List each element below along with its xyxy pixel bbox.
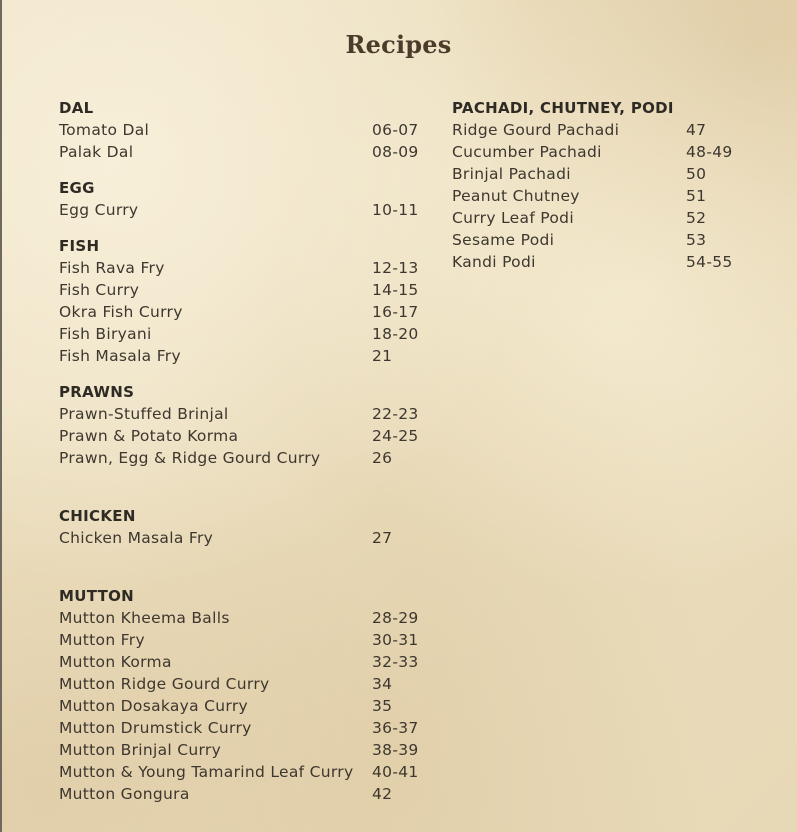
page-number: 48-49	[686, 143, 733, 161]
section-spacer	[59, 483, 439, 505]
recipe-entry[interactable]	[59, 527, 439, 549]
recipe-entry[interactable]	[59, 783, 439, 805]
recipe-name: Prawn & Potato Korma	[59, 427, 239, 445]
recipe-entry[interactable]	[59, 673, 439, 695]
page-number: 30-31	[372, 631, 419, 649]
page-number: 35	[372, 697, 393, 715]
recipe-name: Mutton & Young Tamarind Leaf Curry	[59, 763, 354, 781]
recipe-entry[interactable]	[59, 651, 439, 673]
recipe-name: Mutton Korma	[59, 653, 172, 671]
recipe-entry[interactable]	[452, 185, 752, 207]
recipe-name: Fish Rava Fry	[59, 259, 165, 277]
recipe-entry[interactable]	[59, 425, 439, 447]
page-number: 21	[372, 347, 393, 365]
recipe-name: Okra Fish Curry	[59, 303, 183, 321]
recipe-name: Palak Dal	[59, 143, 134, 161]
recipe-entry[interactable]	[59, 629, 439, 651]
page-number: 10-11	[372, 201, 419, 219]
recipe-name: Tomato Dal	[59, 121, 150, 139]
recipe-entry[interactable]	[59, 695, 439, 717]
recipe-entry[interactable]	[59, 739, 439, 761]
section-heading: CHICKEN	[59, 507, 136, 525]
page-number: 47	[686, 121, 707, 139]
recipe-entry[interactable]	[452, 141, 752, 163]
page-number: 52	[686, 209, 707, 227]
section-heading: EGG	[59, 179, 95, 197]
page-number: 14-15	[372, 281, 419, 299]
section-pachadi-chutney-podi	[452, 97, 752, 273]
page-number: 36-37	[372, 719, 419, 737]
recipe-entry[interactable]	[452, 119, 752, 141]
section-egg	[59, 177, 439, 221]
recipe-name: Mutton Ridge Gourd Curry	[59, 675, 270, 693]
section-chicken	[59, 505, 439, 549]
recipe-entry[interactable]	[452, 207, 752, 229]
recipe-name: Sesame Podi	[452, 231, 555, 249]
recipe-name: Mutton Drumstick Curry	[59, 719, 252, 737]
right-column	[452, 97, 752, 287]
page-number: 26	[372, 449, 393, 467]
page-title: Recipes	[345, 30, 452, 59]
recipe-name: Cucumber Pachadi	[452, 143, 602, 161]
page-number: 22-23	[372, 405, 419, 423]
page-number: 40-41	[372, 763, 419, 781]
section-heading: PRAWNS	[59, 383, 135, 401]
recipe-name: Fish Curry	[59, 281, 140, 299]
section-dal	[59, 97, 439, 163]
section-fish	[59, 235, 439, 367]
recipe-entry[interactable]	[452, 229, 752, 251]
recipe-name: Fish Biryani	[59, 325, 152, 343]
page-number: 42	[372, 785, 393, 803]
left-column	[59, 97, 439, 819]
section-prawns	[59, 381, 439, 469]
section-heading: FISH	[59, 237, 100, 255]
page-number: 27	[372, 529, 393, 547]
recipe-name: Mutton Gongura	[59, 785, 190, 803]
recipe-name: Mutton Brinjal Curry	[59, 741, 222, 759]
recipe-name: Prawn-Stuffed Brinjal	[59, 405, 229, 423]
recipe-name: Mutton Dosakaya Curry	[59, 697, 248, 715]
recipe-entry[interactable]	[59, 199, 439, 221]
recipe-name: Brinjal Pachadi	[452, 165, 571, 183]
recipe-entry[interactable]	[59, 761, 439, 783]
recipe-name: Peanut Chutney	[452, 187, 580, 205]
recipe-entry[interactable]	[59, 141, 439, 163]
section-mutton	[59, 585, 439, 805]
recipe-name: Curry Leaf Podi	[452, 209, 574, 227]
section-spacer	[59, 563, 439, 585]
page-left-edge	[0, 0, 2, 832]
page-number: 08-09	[372, 143, 419, 161]
recipe-entry[interactable]	[59, 257, 439, 279]
page-number: 16-17	[372, 303, 419, 321]
recipe-entry[interactable]	[59, 119, 439, 141]
page-number: 53	[686, 231, 707, 249]
recipe-entry[interactable]	[59, 301, 439, 323]
recipe-entry[interactable]	[59, 345, 439, 367]
page-number: 12-13	[372, 259, 419, 277]
recipe-entry[interactable]	[59, 403, 439, 425]
recipe-name: Kandi Podi	[452, 253, 536, 271]
section-heading: MUTTON	[59, 587, 135, 605]
page-number: 50	[686, 165, 707, 183]
recipe-name: Prawn, Egg & Ridge Gourd Curry	[59, 449, 321, 467]
recipe-entry[interactable]	[59, 279, 439, 301]
page-number: 51	[686, 187, 707, 205]
recipe-name: Mutton Kheema Balls	[59, 609, 230, 627]
page-number: 34	[372, 675, 393, 693]
recipe-name: Mutton Fry	[59, 631, 145, 649]
recipe-entry[interactable]	[59, 447, 439, 469]
recipe-entry[interactable]	[59, 717, 439, 739]
page-number: 32-33	[372, 653, 419, 671]
recipe-entry[interactable]	[452, 163, 752, 185]
page-number: 18-20	[372, 325, 419, 343]
recipe-entry[interactable]	[59, 607, 439, 629]
page-number: 28-29	[372, 609, 419, 627]
recipe-name: Egg Curry	[59, 201, 139, 219]
recipe-entry[interactable]	[59, 323, 439, 345]
page-number: 54-55	[686, 253, 733, 271]
page-number: 06-07	[372, 121, 419, 139]
recipe-name: Ridge Gourd Pachadi	[452, 121, 620, 139]
page-number: 38-39	[372, 741, 419, 759]
section-heading: PACHADI, CHUTNEY, PODI	[452, 99, 674, 117]
recipe-name: Fish Masala Fry	[59, 347, 181, 365]
recipe-entry[interactable]	[452, 251, 752, 273]
section-heading: DAL	[59, 99, 94, 117]
page-number: 24-25	[372, 427, 419, 445]
recipe-name: Chicken Masala Fry	[59, 529, 214, 547]
